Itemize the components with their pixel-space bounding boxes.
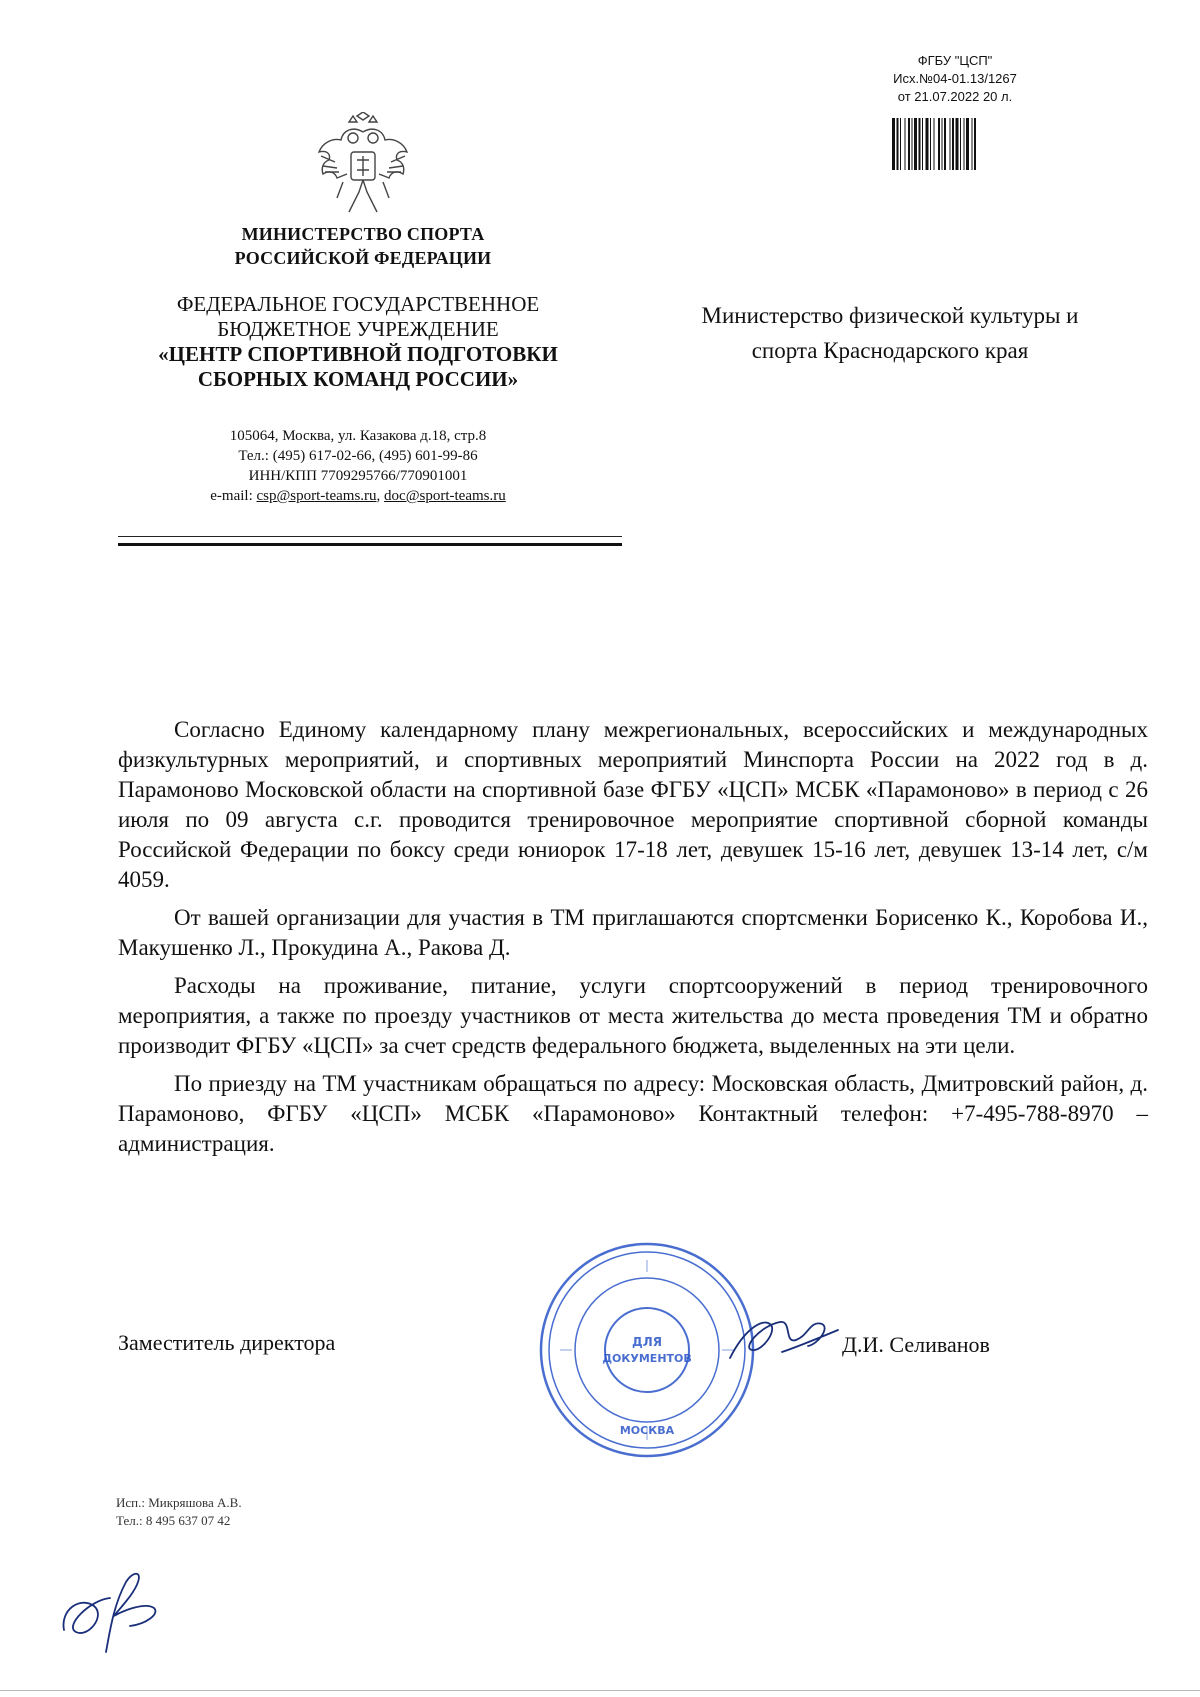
barcode-bar <box>892 118 895 170</box>
barcode-bar <box>897 118 899 170</box>
org-line: СБОРНЫХ КОМАНД РОССИИ» <box>197 367 519 391</box>
barcode-bar <box>908 118 910 170</box>
executor-phone: Тел.: 8 495 637 07 42 <box>116 1513 231 1528</box>
barcode-bar <box>942 118 943 170</box>
barcode-bar <box>912 118 913 170</box>
barcode-bar <box>914 118 917 170</box>
barcode-bar <box>905 118 906 170</box>
email-line <box>118 486 598 506</box>
body-paragraph: Согласно Единому календарному плану межрегиональных, всероссийских и международных физкультурных мероприятий, и спортивных мероприятий Минспорта России на 2022 год в д. Парамоново Московской области на спортивной базе ФГБУ «ЦСП» МСБК «Парамоново» в период с 26 июля по 09 августа с.г. проводится тренировочное мероприятие спортивной сборной команды Российской Федерации по боксу среди юниорок 17-18 лет, девушек 15-16 лет, девушек 13-14 лет, с/м 4059. <box>118 717 1148 892</box>
barcode-bar <box>956 118 959 170</box>
body-paragraph: Расходы на проживание, питание, услуги спортсооружений в период тренировочного мероприятия, а также по проезду участников от места жительства до места проведения ТМ и обратно производит ФГБУ «ЦСП» за счет средств федерального бюджета, выделенных на эти цели. <box>118 973 1148 1058</box>
ministry-line: МИНИСТЕРСТВО СПОРТА <box>241 224 485 244</box>
letter-body <box>118 715 1148 1167</box>
email-prefix: e-mail: <box>210 488 257 504</box>
body-paragraph: От вашей организации для участия в ТМ приглашаются спортсменки Борисенко К., Коробова И., Макушенко Л., Прокудина А., Ракова Д. <box>118 905 1148 960</box>
addressee <box>640 298 1140 368</box>
email-link-csp[interactable]: csp@sport-teams.ru <box>256 488 377 504</box>
signatory-name: Д.И. Селиванов <box>842 1332 990 1357</box>
barcode-bar <box>922 118 923 170</box>
barcode-bar <box>964 118 965 170</box>
signatory-title: Заместитель директора <box>118 1330 336 1355</box>
organization-name <box>108 292 608 392</box>
registration-block <box>875 52 1035 106</box>
org-line: «ЦЕНТР СПОРТИВНОЙ ПОДГОТОВКИ <box>158 342 558 366</box>
barcode <box>890 118 1038 170</box>
barcode-bar <box>934 118 935 170</box>
org-line: БЮДЖЕТНОЕ УЧРЕЖДЕНИЕ <box>217 317 499 341</box>
barcode-bar <box>919 118 921 170</box>
executor-name: Исп.: Микряшова А.В. <box>116 1495 242 1510</box>
handwritten-initials <box>50 1560 170 1655</box>
barcode-bar <box>950 118 951 170</box>
email-link-doc[interactable]: doc@sport-teams.ru <box>384 488 506 504</box>
stamp-bottom-text: МОСКВА <box>619 1424 675 1437</box>
organization-contacts <box>118 426 598 506</box>
handwritten-signature <box>722 1300 842 1380</box>
inn-kpp: ИНН/КПП 7709295766/770901001 <box>248 468 468 484</box>
barcode-bar <box>938 118 940 170</box>
addressee-line: спорта Краснодарского края <box>751 338 1029 363</box>
stamp-center-line: ДОКУМЕНТОВ <box>602 1352 692 1365</box>
barcode-bar <box>972 118 973 170</box>
header-divider-thin <box>118 536 622 537</box>
barcode-bar <box>966 118 969 170</box>
addressee-line: Министерство физической культуры и <box>701 303 1079 328</box>
barcode-bar <box>960 118 961 170</box>
barcode-bar <box>952 118 954 170</box>
header-divider-thick <box>118 543 622 546</box>
body-paragraph: По приезду на ТМ участникам обращаться по адресу: Московская область, Дмитровский район, д. Парамоново, ФГБУ «ЦСП» МСБК «Парамоново» Контактный телефон: +7-495-788-8970 – администрация. <box>118 1071 1148 1156</box>
ministry-line: РОССИЙСКОЙ ФЕДЕРАЦИИ <box>234 248 492 268</box>
ministry-name <box>198 222 528 270</box>
barcode-bar <box>944 118 946 170</box>
email-separator: , <box>376 488 385 504</box>
registration-org: ФГБУ "ЦСП" <box>917 53 993 68</box>
phones: Тел.: (495) 617-02-66, (495) 601-99-86 <box>238 448 478 464</box>
stamp-center-line: ДЛЯ <box>632 1335 662 1349</box>
barcode-bar <box>930 118 931 170</box>
barcode-bar <box>900 118 901 170</box>
barcode-bar <box>926 118 929 170</box>
org-line: ФЕДЕРАЛЬНОЕ ГОСУДАРСТВЕННОЕ <box>176 292 540 316</box>
page-bottom-edge <box>0 1690 1200 1691</box>
executor-info <box>116 1494 242 1530</box>
registration-number: Исх.№04-01.13/1267 <box>893 71 1017 86</box>
barcode-bar <box>974 118 976 170</box>
address: 105064, Москва, ул. Казакова д.18, стр.8 <box>229 428 487 444</box>
coat-of-arms-emblem <box>313 112 413 218</box>
registration-date: от 21.07.2022 20 л. <box>897 89 1013 104</box>
